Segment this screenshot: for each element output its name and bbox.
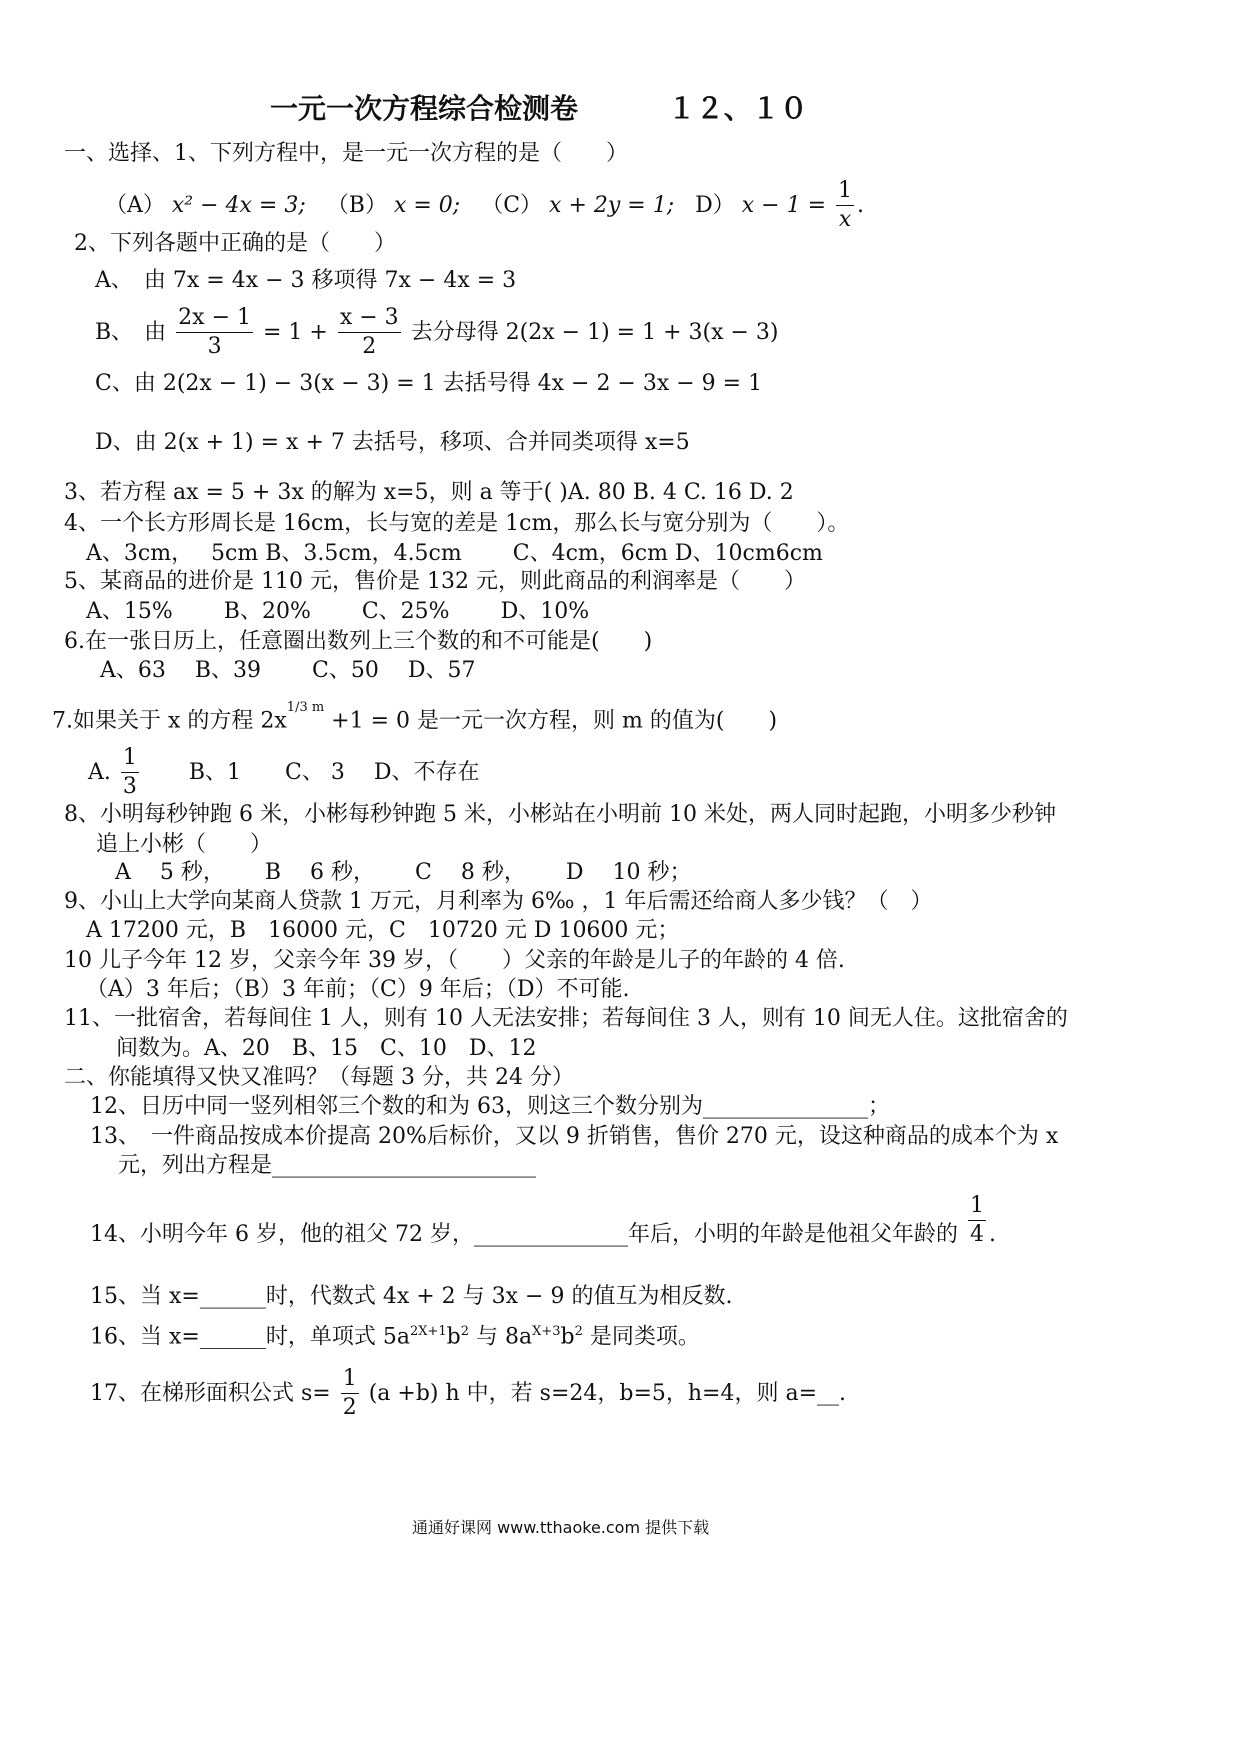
- fraction-denominator: 2: [342, 1395, 357, 1421]
- q16-exponent-2: 2: [460, 1324, 470, 1339]
- q1-option-d-end: .: [857, 192, 865, 218]
- q14-fraction: [968, 1193, 986, 1249]
- question-2-option-b: [95, 305, 779, 361]
- q1-option-b-label: （B）: [326, 192, 387, 218]
- fraction-numerator: 1: [968, 1193, 986, 1221]
- q16-text-d: b: [560, 1324, 575, 1350]
- q14-end: .: [988, 1221, 996, 1247]
- question-6-options: A、63 B、39 C、50 D、57: [100, 658, 476, 683]
- question-7-options: [88, 745, 480, 801]
- q7-stem-b: +1 = 0 是一元一次方程，则 m 的值为( ): [324, 708, 778, 734]
- q7-exponent: 1/3 m: [286, 700, 325, 715]
- question-9-options: A 17200 元，B 16000 元，C 10720 元 D 10600 元；: [86, 918, 680, 943]
- fraction-numerator: 1: [341, 1366, 359, 1394]
- q1-option-d-expr: x − 1 =: [741, 192, 827, 218]
- q2-option-b-fraction-1: [176, 305, 253, 361]
- question-4-options: A、3cm， 5cm B、3.5cm，4.5cm C、4cm，6cm D、10cm6cm: [86, 541, 823, 566]
- question-8-options: A 5 秒， B 6 秒， C 8 秒， D 10 秒；: [115, 860, 692, 885]
- question-11-line-2: 间数为。A、20 B、15 C、10 D、12: [116, 1036, 537, 1061]
- question-11-line-1: 11、一批宿舍，若每间住 1 人，则有 10 人无法安排；若每间住 3 人，则有 10 间无人住。这批宿舍的: [64, 1006, 1068, 1031]
- question-2-option-a: A、 由 7x = 4x − 3 移项得 7x − 4x = 3: [95, 268, 517, 293]
- q16-text-c: 与 8a: [469, 1324, 533, 1350]
- q7-option-a-fraction: [121, 745, 139, 801]
- q16-exponent-4: 2: [574, 1324, 583, 1339]
- fraction-denominator: 3: [122, 774, 137, 800]
- fraction-numerator: x − 3: [338, 305, 401, 333]
- question-10-options: （A）3 年后；（B）3 年前；（C）9 年后；（D）不可能.: [86, 977, 630, 1002]
- footer-source: 通通好课网 www.tthaoke.com 提供下载: [412, 1518, 710, 1537]
- question-17: [90, 1366, 846, 1422]
- question-16: [90, 1324, 700, 1351]
- question-12: 12、日历中同一竖列相邻三个数的和为 63，则这三个数分别为_______________；: [90, 1094, 890, 1119]
- question-3: 3、若方程 ax = 5 + 3x 的解为 x=5，则 a 等于( )A. 80 B. 4 C. 16 D. 2: [64, 480, 794, 505]
- question-14: [90, 1193, 996, 1263]
- question-8-line-1: 8、小明每秒钟跑 6 米，小彬每秒钟跑 5 米，小彬站在小明前 10 米处，两人同时起跑，小明多少秒钟: [64, 802, 1056, 827]
- q16-text-a: 16、当 x=______时，单项式 5a: [90, 1324, 410, 1350]
- fraction-denominator: x: [838, 207, 852, 233]
- question-5-options: A、15% B、20% C、25% D、10%: [86, 599, 590, 624]
- q14-text: 14、小明今年 6 岁，他的祖父 72 岁，______________年后，小明的年龄是他祖父年龄的: [90, 1221, 958, 1247]
- fraction-denominator: 4: [969, 1222, 984, 1248]
- question-1-options: [105, 178, 864, 234]
- question-15: 15、当 x=______时，代数式 4x + 2 与 3x − 9 的值互为相反数.: [90, 1284, 733, 1309]
- title-date: １２、１０: [667, 92, 808, 125]
- q1-option-d-label: D）: [695, 192, 735, 218]
- q1-option-a-expr: x² − 4x = 3;: [171, 192, 306, 218]
- q7-options-rest: B、1 C、 3 D、不存在: [188, 759, 480, 785]
- q1-option-b-expr: x = 0;: [393, 192, 461, 218]
- question-10-stem: 10 儿子今年 12 岁，父亲今年 39 岁，（ ）父亲的年龄是儿子的年龄的 4 倍.: [64, 948, 845, 973]
- fraction-numerator: 1: [836, 178, 854, 206]
- q2-option-b-mid: = 1 +: [263, 319, 328, 345]
- q2-option-b-fraction-2: [338, 305, 401, 361]
- title-text: 一元一次方程综合检测卷: [270, 92, 579, 125]
- question-2-option-c: C、由 2(2x − 1) − 3(x − 3) = 1 去括号得 4x − 2 − 3x − 9 = 1: [95, 371, 763, 396]
- question-4-stem: 4、一个长方形周长是 16cm，长与宽的差是 1cm，那么长与宽分别为（ ）。: [64, 511, 850, 536]
- q2-option-b-suffix: 去分母得 2(2x − 1) = 1 + 3(x − 3): [410, 319, 779, 345]
- q7-stem-a: 7.如果关于 x 的方程 2x: [52, 708, 287, 734]
- question-13-line-2: 元，列出方程是________________________: [118, 1153, 537, 1178]
- q17-fraction: [341, 1366, 359, 1422]
- q1-option-a-label: （A）: [105, 192, 165, 218]
- fraction-numerator: 2x − 1: [176, 305, 253, 333]
- question-1-stem: 一、选择、1、下列方程中，是一元一次方程的是（ ）: [64, 141, 628, 166]
- question-8-line-2: 追上小彬（ ）: [96, 832, 273, 857]
- q2-option-b-prefix: B、 由: [95, 319, 167, 345]
- fraction-denominator: 2: [362, 334, 377, 360]
- question-5-stem: 5、某商品的进价是 110 元，售价是 132 元，则此商品的利润率是（ ）: [64, 569, 806, 594]
- question-7-stem: [52, 700, 778, 735]
- page-title: [270, 92, 808, 126]
- q16-text-e: 是同类项。: [582, 1324, 700, 1350]
- question-2-option-d: D、由 2(x + 1) = x + 7 去括号，移项、合并同类项得 x=5: [95, 430, 690, 455]
- q16-exponent-3: X+3: [532, 1324, 561, 1339]
- question-9-stem: 9、小山上大学向某商人贷款 1 万元，月利率为 6‰ ，1 年后需还给商人多少钱？（ ）: [64, 889, 933, 914]
- section-2-heading: 二、你能填得又快又准吗？（每题 3 分，共 24 分）: [64, 1065, 574, 1090]
- question-13-line-1: 13、 一件商品按成本价提高 20%后标价，又以 9 折销售，售价 270 元，设这种商品的成本个为 x: [90, 1124, 1059, 1149]
- q1-option-c-label: （C）: [481, 192, 543, 218]
- q17-text-b: (a +b) h 中，若 s=24，b=5，h=4，则 a=__.: [368, 1380, 847, 1406]
- q1-option-d-fraction: [836, 178, 854, 234]
- q16-text-b: b: [446, 1324, 461, 1350]
- q17-text-a: 17、在梯形面积公式 s=: [90, 1380, 331, 1406]
- question-2-stem: 2、下列各题中正确的是（ ）: [74, 231, 396, 256]
- fraction-denominator: 3: [207, 334, 222, 360]
- fraction-numerator: 1: [121, 745, 139, 773]
- q16-exponent-1: 2X+1: [409, 1324, 447, 1339]
- question-6-stem: 6.在一张日历上，任意圈出数列上三个数的和不可能是( ): [64, 629, 653, 654]
- q7-option-a-label: A.: [88, 759, 111, 785]
- q1-option-c-expr: x + 2y = 1;: [549, 192, 675, 218]
